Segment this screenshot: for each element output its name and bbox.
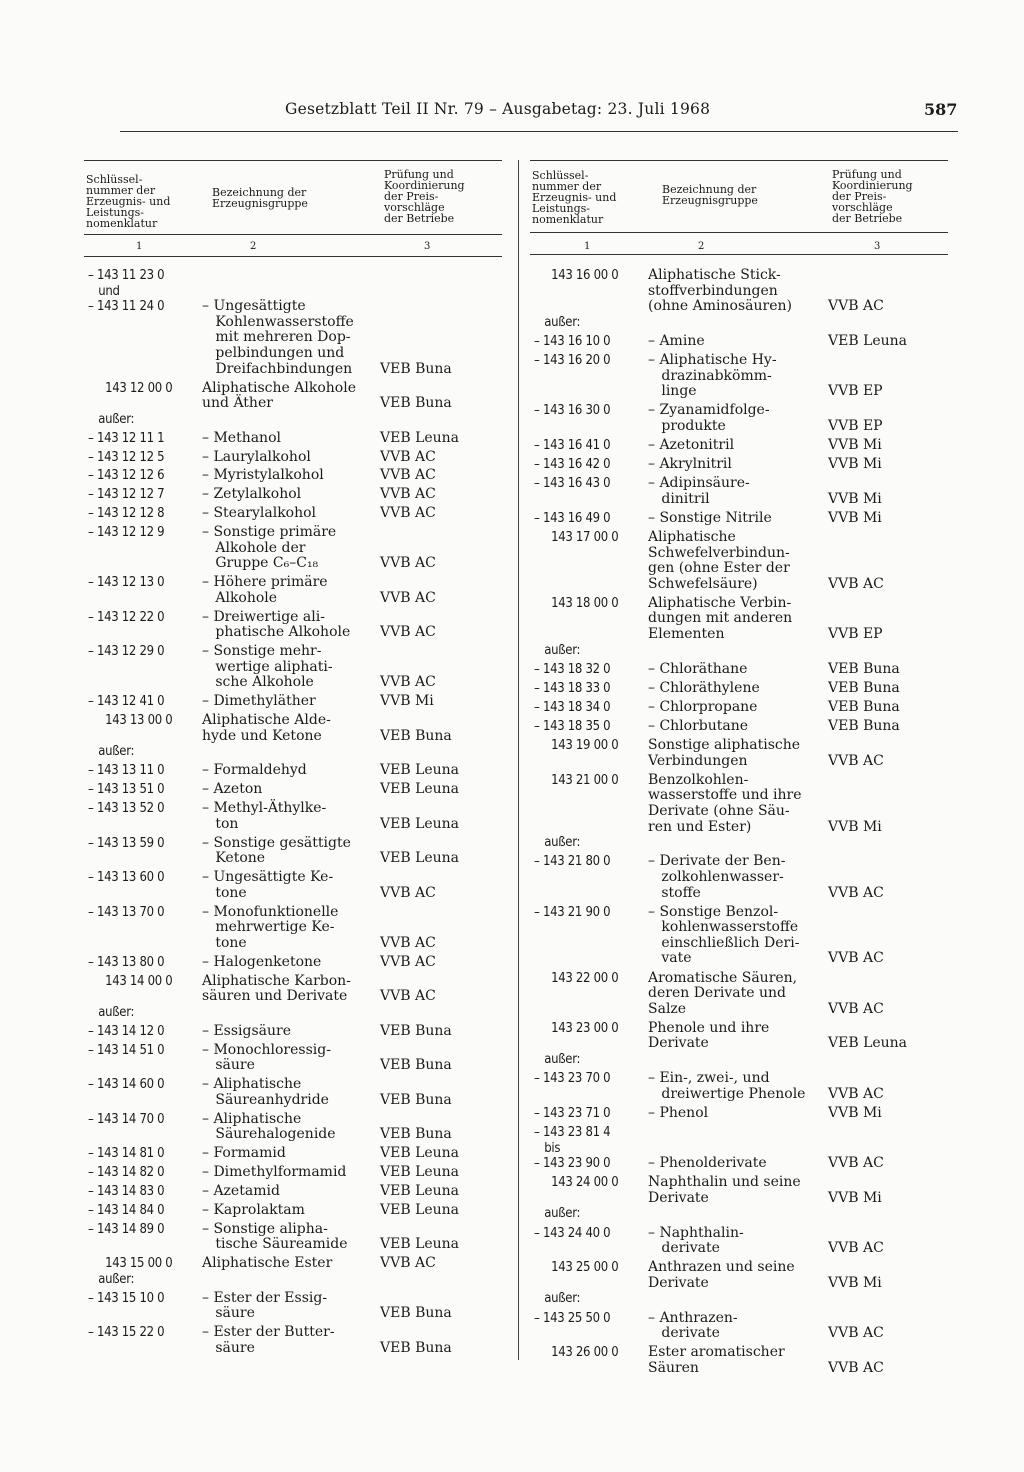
responsible-body: VVB Mi <box>828 1104 882 1121</box>
responsible-body: VVB Mi <box>828 437 882 453</box>
table-row <box>530 530 948 592</box>
responsible-body: VEB Leuna <box>380 815 460 832</box>
nomenclature-code: – 143 12 12 8 <box>88 506 165 522</box>
product-group-name: – Sonstige gesättigte Ketone <box>202 834 351 867</box>
responsible-body: VVB AC <box>828 575 884 592</box>
product-group-name: – Dimethylformamid <box>202 1164 347 1180</box>
product-group-name: – Adipinsäure- dinitril <box>648 475 750 507</box>
responsible-body: VVB Mi <box>380 693 434 710</box>
table-row <box>84 974 502 1021</box>
product-group-name: – Ungesättigte Kohlenwasserstoffe mit mehreren Dop- pelbindungen und Dreifachbindungen <box>202 298 354 377</box>
responsible-body: VVB EP <box>828 383 883 400</box>
product-group-name: – Höhere primäre Alkohole <box>202 574 328 606</box>
nomenclature-code: – 143 13 60 0 <box>88 870 165 886</box>
table-top-rule <box>530 160 948 161</box>
product-group-name: – Derivate der Ben- zolkohlenwasser- stoffe <box>648 853 786 901</box>
product-group-name: – Ein-, zwei-, und dreiwertige Phenole <box>648 1070 806 1102</box>
product-group-name: – Sonstige mehr- wertige aliphati- sche Alkohole <box>202 643 333 691</box>
responsible-body: VVB AC <box>828 950 884 967</box>
responsible-body: VEB Leuna <box>380 1164 460 1180</box>
product-group-name: Aromatische Säuren, deren Derivate und Salze <box>648 969 798 1017</box>
product-group-name: – Naphthalin- derivate <box>648 1224 744 1257</box>
responsible-body: VVB AC <box>828 1325 884 1342</box>
product-group-name: – Halogenketone <box>202 953 322 970</box>
nomenclature-code: 143 13 00 0 außer: <box>98 713 173 760</box>
product-group-name: – Amine <box>648 332 705 349</box>
nomenclature-code: – 143 12 12 5 <box>88 449 165 465</box>
responsible-body: VVB Mi <box>828 1274 882 1291</box>
product-group-name: – Sonstige Nitrile <box>648 509 772 526</box>
product-group-name: Phenole und ihre Derivate <box>648 1019 770 1052</box>
table-row <box>84 1325 502 1356</box>
product-group-name: – Akrylnitril <box>648 456 732 473</box>
header-num2: 2 <box>698 241 705 252</box>
nomenclature-code: – 143 15 22 0 <box>88 1325 165 1341</box>
table-row <box>84 1146 502 1162</box>
product-group-name: – Azetamid <box>202 1182 280 1199</box>
table-row <box>84 1184 502 1200</box>
nomenclature-code: 143 12 00 0 außer: <box>98 380 173 427</box>
responsible-body: VEB Buna <box>828 660 900 677</box>
responsible-body: VVB AC <box>380 505 436 522</box>
nomenclature-code: – 143 14 51 0 <box>88 1042 165 1058</box>
header-col2: Bezeichnung der Erzeugnisgruppe <box>662 183 758 207</box>
product-group-name: – Aliphatische Säureanhydride <box>202 1076 329 1108</box>
product-group-name: – Chloräthylene <box>648 679 760 696</box>
responsible-body: VEB Leuna <box>380 1145 460 1162</box>
header-col3: Prüfung und Koordinierung der Preis- vorschläge der Betriebe <box>832 168 913 225</box>
product-group-name: – Ester der Essig- säure <box>202 1289 328 1322</box>
table-row <box>84 801 502 832</box>
responsible-body: VVB AC <box>380 486 436 503</box>
table-row <box>84 1222 502 1253</box>
header-col3: Prüfung und Koordinierung der Preis- vorschläge der Betriebe <box>384 168 465 225</box>
nomenclature-code: – 143 13 80 0 <box>88 954 165 970</box>
table-row <box>530 971 948 1018</box>
responsible-body: VVB AC <box>380 1255 436 1272</box>
product-group-name: – Aliphatische Hy- drazinabkömm- linge <box>648 352 777 400</box>
responsible-body: VEB Leuna <box>380 429 460 446</box>
responsible-body: VEB Buna <box>380 360 452 377</box>
table-row <box>84 713 502 760</box>
table-row <box>84 525 502 572</box>
table-row <box>530 1175 948 1222</box>
responsible-body: VVB AC <box>380 448 436 465</box>
responsible-body: VVB AC <box>828 1155 884 1172</box>
nomenclature-code: – 143 14 84 0 <box>88 1202 165 1218</box>
nomenclature-code: 143 23 00 0 außer: <box>544 1020 619 1068</box>
responsible-body: VVB AC <box>828 1085 884 1102</box>
table-row <box>84 1024 502 1040</box>
responsible-body: VVB AC <box>828 1000 884 1017</box>
table-row <box>84 1256 502 1287</box>
nomenclature-code: – 143 23 71 0 <box>534 1105 611 1121</box>
table-row <box>84 1043 502 1074</box>
product-group-name: – Ester der Butter- säure <box>202 1324 335 1356</box>
nomenclature-code: – 143 16 43 0 <box>534 476 611 492</box>
product-group-name: Anthrazen und seine Derivate <box>648 1259 795 1291</box>
responsible-body: VVB AC <box>828 298 884 315</box>
responsible-body: VEB Leuna <box>380 1182 460 1199</box>
responsible-body: VEB Buna <box>380 1305 452 1322</box>
table-row <box>530 681 948 697</box>
page-header <box>0 0 1024 140</box>
nomenclature-code: – 143 12 12 7 <box>88 487 165 503</box>
nomenclature-code: – 143 21 80 0 <box>534 854 611 870</box>
table-row <box>530 700 948 716</box>
table-row <box>84 575 502 606</box>
table-row <box>530 773 948 851</box>
responsible-body: VVB Mi <box>828 509 882 526</box>
nomenclature-code: – 143 12 11 1 <box>88 430 165 446</box>
nomenclature-code: – 143 13 11 0 <box>88 763 165 779</box>
responsible-body: VVB AC <box>380 589 436 606</box>
responsible-body: VVB EP <box>828 626 883 643</box>
table-row <box>84 836 502 867</box>
nomenclature-code: – 143 12 29 0 <box>88 644 165 660</box>
product-group-name: – Azeton <box>202 781 263 798</box>
nomenclature-code: – 143 13 59 0 <box>88 835 165 851</box>
responsible-body: VVB AC <box>828 752 884 769</box>
nomenclature-code: – 143 14 60 0 <box>88 1077 165 1093</box>
table-row <box>530 334 948 350</box>
table-row <box>84 782 502 798</box>
product-group-name: Aliphatische Karbon- säuren und Derivate <box>202 972 351 1005</box>
product-group-name: Aliphatische Verbin- dungen mit anderen Elementen <box>648 594 793 643</box>
responsible-body: VVB AC <box>828 1359 884 1376</box>
responsible-body: VEB Leuna <box>828 1035 908 1052</box>
product-group-name: – Methyl-Äthylke- ton <box>202 800 327 832</box>
table-row <box>530 438 948 454</box>
product-group-name: – Anthrazen- derivate <box>648 1309 738 1342</box>
table-row <box>84 1203 502 1219</box>
page-title: Gesetzblatt Teil II Nr. 79 – Ausgabetag: 23. Juli 1968 <box>285 100 711 118</box>
table-row <box>84 905 502 952</box>
responsible-body: VVB AC <box>380 624 436 641</box>
responsible-body: VEB Leuna <box>380 1201 460 1218</box>
responsible-body: VVB AC <box>380 884 436 901</box>
product-group-name: Sonstige aliphatische Verbindungen <box>648 737 801 769</box>
nomenclature-code: – 143 16 20 0 <box>534 353 611 368</box>
product-group-name: – Chloräthane <box>648 660 748 677</box>
responsible-body: VVB Mi <box>828 490 882 507</box>
table-row <box>84 506 502 522</box>
nomenclature-code: 143 26 00 0 <box>534 1345 619 1361</box>
nomenclature-code: – 143 18 35 0 <box>534 719 611 735</box>
responsible-body: VEB Buna <box>380 1126 452 1143</box>
product-group-name: – Stearylalkohol <box>202 505 317 522</box>
table-row <box>530 662 948 678</box>
table-row <box>530 353 948 400</box>
nomenclature-code: – 143 23 70 0 <box>534 1071 611 1087</box>
header-rule-mid <box>530 232 948 233</box>
table-row <box>84 450 502 466</box>
table-row <box>84 487 502 503</box>
table-row <box>84 610 502 641</box>
table-top-rule <box>84 160 502 161</box>
table-row <box>84 763 502 779</box>
responsible-body: VEB Buna <box>380 1057 452 1074</box>
product-group-name: – Azetonitril <box>648 437 735 453</box>
product-group-name: Aliphatische Alde- hyde und Ketone <box>202 712 331 744</box>
nomenclature-code: – 143 13 70 0 <box>88 904 165 920</box>
nomenclature-code: – 143 18 34 0 <box>534 700 611 715</box>
nomenclature-code: – 143 12 12 9 <box>88 525 165 541</box>
nomenclature-code: – 143 12 22 0 <box>88 609 165 625</box>
responsible-body: VVB EP <box>828 417 883 434</box>
nomenclature-code: – 143 15 10 0 <box>88 1290 165 1306</box>
product-group-name: – Zetylalkohol <box>202 486 302 503</box>
responsible-body: VEB Leuna <box>828 332 908 349</box>
table-row <box>530 1226 948 1257</box>
header-num1: 1 <box>584 241 591 252</box>
product-group-name: – Essigsäure <box>202 1022 292 1039</box>
nomenclature-code: – 143 12 41 0 <box>88 694 165 710</box>
table-row <box>530 719 948 735</box>
product-group-name: – Monofunktionelle mehrwertige Ke- tone <box>202 903 339 951</box>
header-num3: 3 <box>874 241 881 252</box>
product-group-name: Aliphatische Stick- stoffverbindungen (ohne Aminosäuren) <box>648 267 792 315</box>
responsible-body: VEB Leuna <box>380 781 460 798</box>
table-row <box>530 738 948 769</box>
product-group-name: Aliphatische Ester <box>202 1255 333 1272</box>
table-row <box>530 403 948 434</box>
nomenclature-code: 143 22 00 0 <box>534 970 619 986</box>
table-row <box>530 1260 948 1307</box>
product-group-name: – Phenol <box>648 1104 709 1121</box>
responsible-body: VEB Buna <box>380 727 452 744</box>
table-row <box>530 511 948 527</box>
responsible-body: VVB AC <box>380 934 436 951</box>
nomenclature-code: – 143 25 50 0 <box>534 1310 611 1326</box>
nomenclature-code: – 143 16 41 0 <box>534 438 611 453</box>
nomenclature-code: – 143 18 33 0 <box>534 680 611 696</box>
table-row <box>84 268 502 377</box>
nomenclature-code: – 143 14 82 0 <box>88 1165 165 1180</box>
product-group-name: – Zyanamidfolge- produkte <box>648 402 770 434</box>
table-row <box>530 854 948 901</box>
table-row <box>530 596 948 658</box>
product-group-name: Benzolkohlen- wasserstoffe und ihre Derivate (ohne Säu- ren und Ester) <box>648 771 802 835</box>
nomenclature-code: – 143 16 30 0 <box>534 403 611 419</box>
responsible-body: VEB Buna <box>828 679 900 696</box>
responsible-body: VEB Leuna <box>380 850 460 867</box>
nomenclature-code: – 143 14 81 0 <box>88 1146 165 1162</box>
responsible-body: VVB Mi <box>828 456 882 473</box>
responsible-body: VEB Buna <box>828 699 900 715</box>
nomenclature-code: 143 14 00 0 außer: <box>98 973 173 1020</box>
nomenclature-code: 143 24 00 0 außer: <box>544 1175 619 1222</box>
nomenclature-code: – 143 16 49 0 <box>534 510 611 526</box>
nomenclature-code: – 143 21 90 0 <box>534 904 611 920</box>
nomenclature-code: – 143 14 70 0 <box>88 1111 165 1127</box>
product-group-name: – Formaldehyd <box>202 762 307 779</box>
product-group-name: – Myristylalkohol <box>202 467 324 484</box>
product-group-name: – Sonstige Benzol- kohlenwasserstoffe einschließlich Deri- vate <box>648 903 800 967</box>
responsible-body: VVB AC <box>828 1240 884 1257</box>
page-number: 587 <box>924 100 958 119</box>
header-col2: Bezeichnung der Erzeugnisgruppe <box>212 186 308 210</box>
responsible-body: VVB Mi <box>828 1189 882 1206</box>
nomenclature-code: – 143 24 40 0 <box>534 1225 611 1241</box>
column-divider <box>518 160 519 1360</box>
table-row <box>84 1291 502 1322</box>
product-group-name: – Dreiwertige ali- phatische Alkohole <box>202 608 351 641</box>
table-row <box>84 955 502 971</box>
product-group-name: – Dimethyläther <box>202 693 316 710</box>
table-row <box>84 694 502 710</box>
nomenclature-code: 143 16 00 0 außer: <box>544 268 619 330</box>
header-rule <box>120 131 958 132</box>
nomenclature-code: – 143 14 89 0 <box>88 1221 165 1237</box>
nomenclature-code: – 143 23 81 4 bis – 143 23 90 0 <box>534 1125 611 1172</box>
product-group-name: – Chlorbutane <box>648 718 749 735</box>
product-group-name: Aliphatische Schwefelverbindun- gen (ohne Ester der Schwefelsäure) <box>648 529 790 592</box>
product-group-name: – Formamid <box>202 1145 286 1162</box>
nomenclature-code: – 143 14 83 0 <box>88 1183 165 1199</box>
responsible-body: VEB Leuna <box>380 762 460 779</box>
table-row <box>530 476 948 507</box>
responsible-body: VVB AC <box>380 467 436 484</box>
header-rule-bottom <box>530 254 948 255</box>
table-row <box>84 381 502 428</box>
product-group-name: Ester aromatischer Säuren <box>648 1344 785 1376</box>
product-group-name: – Phenolderivate <box>648 1155 767 1172</box>
table-row <box>84 1077 502 1108</box>
responsible-body: VVB AC <box>380 988 436 1005</box>
product-group-name: Aliphatische Alkohole und Äther <box>202 379 356 412</box>
table-row <box>530 1345 948 1376</box>
table-row <box>530 1021 948 1068</box>
header-col1: Schlüssel- nummer der Erzeugnis- und Leistungs- nomenklatur <box>86 173 171 230</box>
product-group-name: – Monochloressig- säure <box>202 1041 331 1074</box>
table-row <box>84 431 502 447</box>
responsible-body: VEB Buna <box>380 1339 452 1356</box>
nomenclature-code: – 143 14 12 0 <box>88 1023 165 1039</box>
table-row <box>84 1112 502 1143</box>
responsible-body: VVB AC <box>828 884 884 901</box>
nomenclature-code: 143 15 00 0 außer: <box>98 1256 173 1287</box>
table-row <box>530 905 948 967</box>
responsible-body: VVB Mi <box>828 818 882 835</box>
product-group-name: – Sonstige primäre Alkohole der Gruppe C₆–C₁₈ <box>202 524 337 572</box>
table-row <box>84 1165 502 1181</box>
nomenclature-code: – 143 12 12 6 <box>88 468 165 484</box>
nomenclature-code: – 143 13 52 0 <box>88 801 165 817</box>
table-row <box>530 1106 948 1122</box>
header-num2: 2 <box>250 241 257 252</box>
nomenclature-code: 143 19 00 0 <box>534 738 619 754</box>
responsible-body: VEB Leuna <box>380 1236 460 1253</box>
table-row <box>84 870 502 901</box>
product-group-name: – Methanol <box>202 429 281 446</box>
nomenclature-code: – 143 18 32 0 <box>534 661 611 677</box>
product-group-name: – Chlorpropane <box>648 699 758 715</box>
nomenclature-code: – 143 13 51 0 <box>88 782 165 798</box>
product-group-name: – Sonstige alipha- tische Säureamide <box>202 1220 348 1253</box>
product-group-name: – Kaprolaktam <box>202 1201 305 1218</box>
table-row <box>84 644 502 691</box>
responsible-body: VEB Buna <box>380 1091 452 1108</box>
nomenclature-code: 143 25 00 0 außer: <box>544 1260 619 1307</box>
header-num1: 1 <box>136 241 143 252</box>
product-group-name: Naphthalin und seine Derivate <box>648 1174 801 1206</box>
table-row <box>530 457 948 473</box>
responsible-body: VVB AC <box>380 674 436 691</box>
header-rule-bottom <box>84 256 502 257</box>
product-group-name: – Ungesättigte Ke- tone <box>202 869 334 901</box>
responsible-body: VEB Buna <box>828 718 900 735</box>
responsible-body: VVB AC <box>380 555 436 572</box>
responsible-body: VVB AC <box>380 953 436 970</box>
nomenclature-code: 143 21 00 0 außer: <box>544 772 619 851</box>
nomenclature-code: 143 18 00 0 außer: <box>544 595 619 658</box>
table-row <box>530 1125 948 1172</box>
nomenclature-code: – 143 16 10 0 <box>534 333 611 349</box>
header-rule-mid <box>84 234 502 235</box>
responsible-body: VEB Buna <box>380 395 452 412</box>
table-row <box>530 268 948 330</box>
nomenclature-code: – 143 16 42 0 <box>534 457 611 473</box>
product-group-name: – Laurylalkohol <box>202 448 311 465</box>
table-row <box>530 1311 948 1342</box>
nomenclature-code: 143 17 00 0 <box>534 530 619 545</box>
nomenclature-code: – 143 11 23 0 und – 143 11 24 0 <box>88 268 165 315</box>
nomenclature-code: – 143 12 13 0 <box>88 575 165 591</box>
responsible-body: VEB Buna <box>380 1022 452 1039</box>
table-row <box>530 1071 948 1102</box>
header-num3: 3 <box>424 241 431 252</box>
header-col1: Schlüssel- nummer der Erzeugnis- und Leistungs- nomenklatur <box>532 169 617 226</box>
product-group-name: – Aliphatische Säurehalogenide <box>202 1110 336 1143</box>
table-row <box>84 468 502 484</box>
